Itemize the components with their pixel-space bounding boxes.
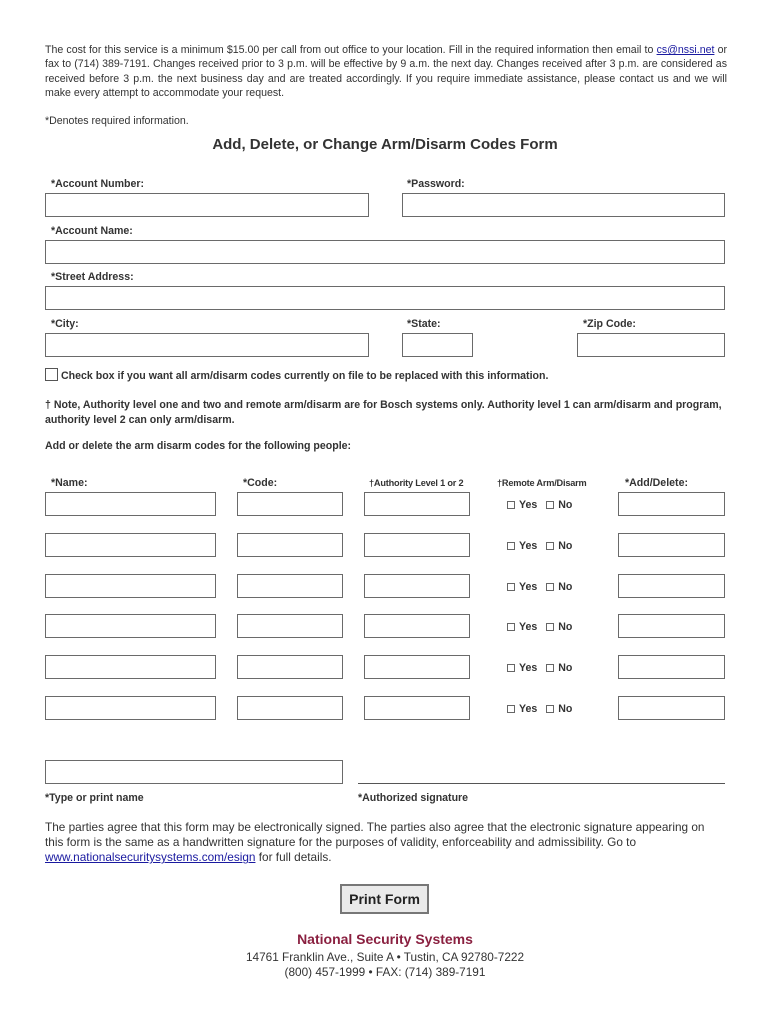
- remote-no-checkbox[interactable]: [546, 705, 554, 713]
- add-delete-field[interactable]: [618, 533, 725, 557]
- remote-no-checkbox[interactable]: [546, 664, 554, 672]
- email-link[interactable]: cs@nssi.net: [656, 44, 715, 56]
- company-address: 14761 Franklin Ave., Suite A • Tustin, CA 92780-7222: [245, 950, 525, 964]
- person-name-field[interactable]: [45, 492, 216, 516]
- remote-arm-options: [507, 540, 581, 552]
- add-delete-field[interactable]: [618, 696, 725, 720]
- remote-yes-checkbox[interactable]: [507, 705, 515, 713]
- remote-no-checkbox[interactable]: [546, 583, 554, 591]
- state-label: *State:: [407, 318, 441, 330]
- password-field[interactable]: [402, 193, 725, 217]
- authority-level-field[interactable]: [364, 574, 470, 598]
- remote-yes-label: Yes: [519, 662, 538, 674]
- remote-yes-checkbox[interactable]: [507, 542, 515, 550]
- person-name-field[interactable]: [45, 574, 216, 598]
- person-code-field[interactable]: [237, 574, 343, 598]
- add-delete-field[interactable]: [618, 574, 725, 598]
- name-column-header: *Name:: [51, 477, 88, 489]
- add-delete-field[interactable]: [618, 492, 725, 516]
- print-form-button[interactable]: Print Form: [340, 884, 429, 914]
- authority-level-field[interactable]: [364, 696, 470, 720]
- print-name-field[interactable]: [45, 760, 343, 784]
- authorized-signature-label: *Authorized signature: [358, 792, 469, 804]
- esign-link[interactable]: www.nationalsecuritysystems.com/esign: [45, 850, 256, 865]
- street-address-label: *Street Address:: [51, 271, 134, 283]
- replace-codes-label: Check box if you want all arm/disarm codes currently on file to be replaced with this information.: [61, 370, 549, 382]
- remote-no-label: No: [558, 540, 573, 552]
- zip-label: *Zip Code:: [583, 318, 636, 330]
- print-name-label: *Type or print name: [45, 792, 144, 804]
- replace-codes-checkbox[interactable]: [45, 368, 58, 381]
- remote-yes-checkbox[interactable]: [507, 501, 515, 509]
- remote-yes-checkbox[interactable]: [507, 583, 515, 591]
- authority-note: † Note, Authority level one and two and remote arm/disarm are for Bosch systems only. Authority level 1 can arm/disarm and program, authority level 2 can only arm/disarm.: [45, 399, 722, 426]
- person-code-field[interactable]: [237, 655, 343, 679]
- company-name: National Security Systems: [297, 931, 473, 947]
- person-name-field[interactable]: [45, 614, 216, 638]
- remote-yes-label: Yes: [519, 621, 538, 633]
- form-title: Add, Delete, or Change Arm/Disarm Codes Form: [212, 136, 558, 153]
- code-column-header: *Code:: [243, 477, 278, 489]
- agreement-paragraph: [45, 820, 705, 866]
- add-delete-column-header: *Add/Delete:: [625, 477, 688, 489]
- remote-no-checkbox[interactable]: [546, 501, 554, 509]
- authority-level-field[interactable]: [364, 614, 470, 638]
- remote-yes-label: Yes: [519, 499, 538, 511]
- remote-no-label: No: [558, 581, 573, 593]
- add-delete-field[interactable]: [618, 655, 725, 679]
- account-name-label: *Account Name:: [51, 225, 133, 237]
- intro-paragraph: [45, 43, 727, 100]
- remote-no-label: No: [558, 499, 573, 511]
- remote-yes-label: Yes: [519, 703, 538, 715]
- zip-field[interactable]: [577, 333, 725, 357]
- agreement-text-cont: for full details.: [255, 850, 332, 865]
- street-address-field[interactable]: [45, 286, 725, 310]
- signature-line[interactable]: [358, 783, 725, 784]
- remote-yes-checkbox[interactable]: [507, 623, 515, 631]
- remote-arm-options: [507, 703, 581, 715]
- account-name-field[interactable]: [45, 240, 725, 264]
- remote-arm-options: [507, 662, 581, 674]
- authority-level-field[interactable]: [364, 655, 470, 679]
- remote-no-label: No: [558, 703, 573, 715]
- remote-arm-options: [507, 581, 581, 593]
- remote-yes-label: Yes: [519, 581, 538, 593]
- authority-level-field[interactable]: [364, 492, 470, 516]
- remote-no-checkbox[interactable]: [546, 623, 554, 631]
- remote-no-label: No: [558, 662, 573, 674]
- company-phones: (800) 457-1999 • FAX: (714) 389-7191: [284, 965, 486, 979]
- intro-text-cont: or fax to (714) 389-7191. Changes received prior to 3 p.m. will be effective by 9 a.m. the next day. Changes received after 3 p.m. are considered as received before 3 p.m. the next business day and are treated accordingly. If you require immediate assistance, please contact us and we will make every attempt to accommodate your request.: [45, 44, 727, 99]
- city-field[interactable]: [45, 333, 369, 357]
- person-code-field[interactable]: [237, 614, 343, 638]
- person-code-field[interactable]: [237, 696, 343, 720]
- required-note: *Denotes required information.: [45, 115, 189, 127]
- remote-yes-checkbox[interactable]: [507, 664, 515, 672]
- account-number-field[interactable]: [45, 193, 369, 217]
- person-code-field[interactable]: [237, 492, 343, 516]
- city-label: *City:: [51, 318, 79, 330]
- person-name-field[interactable]: [45, 655, 216, 679]
- account-number-label: *Account Number:: [51, 178, 144, 190]
- intro-text: The cost for this service is a minimum $15.00 per call from out office to your location. Fill in the required information then email to: [45, 44, 657, 56]
- person-name-field[interactable]: [45, 696, 216, 720]
- people-heading: Add or delete the arm disarm codes for the following people:: [45, 440, 352, 452]
- remote-no-checkbox[interactable]: [546, 542, 554, 550]
- authority-level-field[interactable]: [364, 533, 470, 557]
- remote-arm-options: [507, 499, 581, 511]
- add-delete-field[interactable]: [618, 614, 725, 638]
- remote-yes-label: Yes: [519, 540, 538, 552]
- state-field[interactable]: [402, 333, 473, 357]
- agreement-text: The parties agree that this form may be electronically signed. The parties also agree that the electronic signature appearing on this form is the same as a handwritten signature for the purposes of validity, enforceability and admissibility. Go to: [45, 820, 705, 850]
- password-label: *Password:: [407, 178, 465, 190]
- remote-no-label: No: [558, 621, 573, 633]
- remote-arm-options: [507, 621, 581, 633]
- person-code-field[interactable]: [237, 533, 343, 557]
- authority-column-header: †Authority Level 1 or 2: [369, 478, 464, 488]
- person-name-field[interactable]: [45, 533, 216, 557]
- remote-column-header: †Remote Arm/Disarm: [497, 478, 587, 488]
